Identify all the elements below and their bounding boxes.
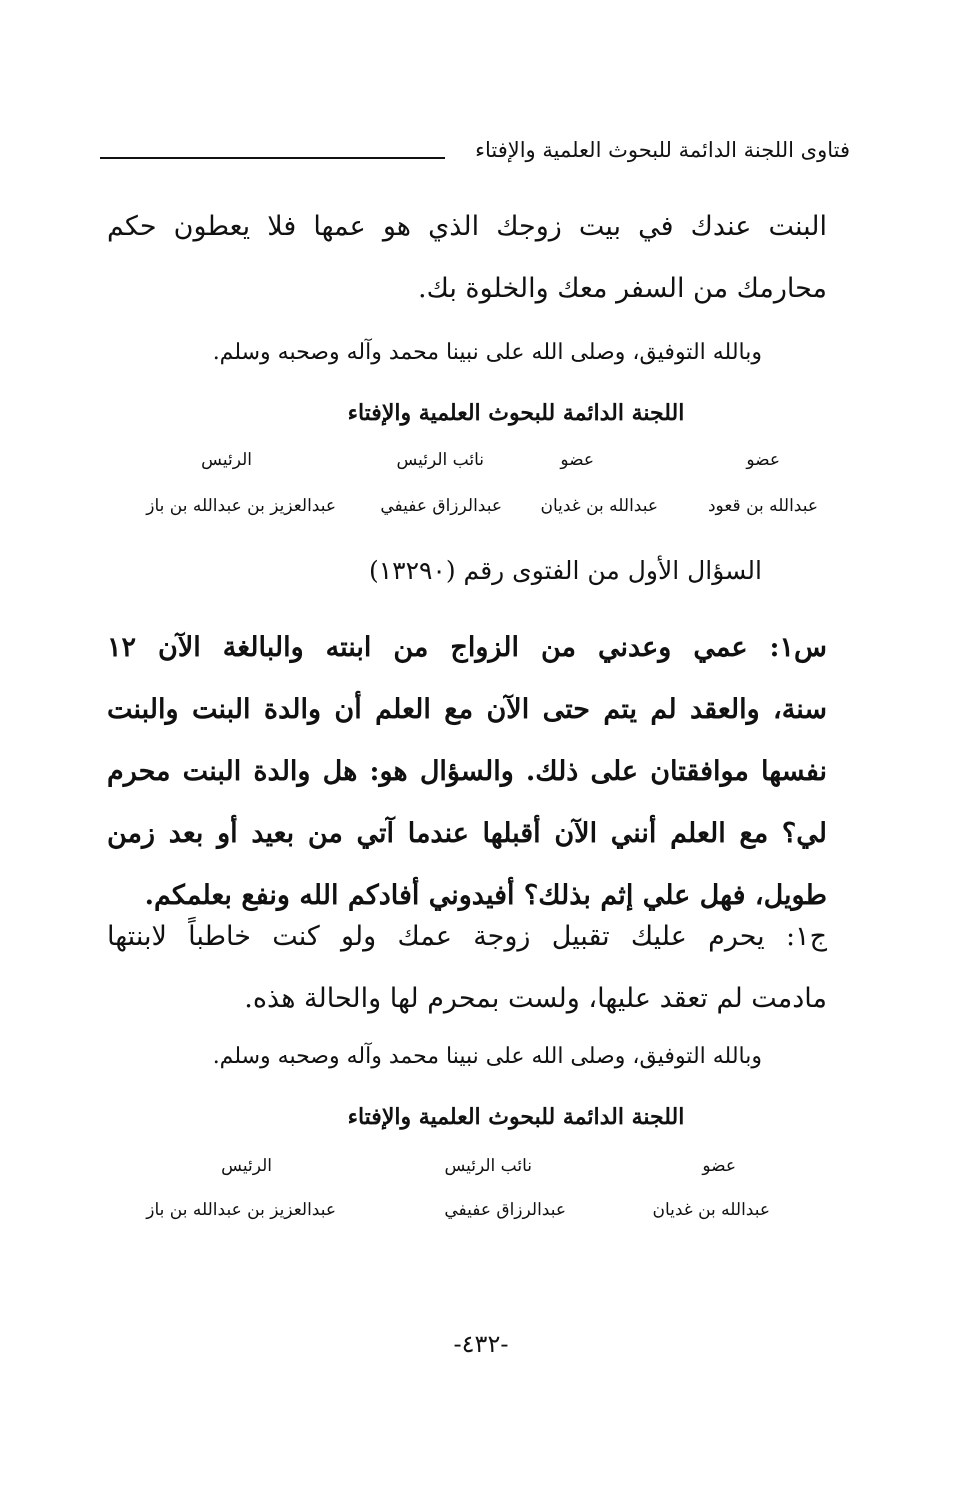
- signature-name: عبدالعزيز بن عبدالله بن باز: [146, 1200, 336, 1220]
- signature-role: نائب الرئيس: [396, 450, 484, 470]
- closing-formula: وبالله التوفيق، وصلى الله على نبينا محمد وآله وصحبه وسلم.: [212, 340, 762, 365]
- signature-role: الرئيس: [201, 450, 252, 470]
- signature-role: عضو: [746, 450, 780, 470]
- signature-role: نائب الرئيس: [444, 1156, 532, 1176]
- paragraph-line: طويل، فهل علي إثم بذلك؟ أفيدوني أفادكم الله ونفع بعلمكم.: [144, 880, 827, 911]
- header-rule: [100, 157, 445, 159]
- signature-name: عبدالعزيز بن عبدالله بن باز: [146, 496, 336, 516]
- paragraph-line: س١: عمي وعدني من الزواج من ابنته والبالغة الآن ١٢: [107, 632, 827, 663]
- paragraph-line: البنت عندك في بيت زوجك الذي هو عمها فلا يعطون حكم: [107, 211, 827, 242]
- signature-name: عبدالله بن غديان: [652, 1200, 770, 1220]
- signature-name: عبدالله بن قعود: [707, 496, 818, 516]
- paragraph-line: سنة، والعقد لم يتم حتى الآن مع العلم أن والدة البنت والبنت: [107, 694, 827, 725]
- committee-name: اللجنة الدائمة للبحوث العلمية والإفتاء: [347, 1104, 685, 1130]
- signature-role: عضو: [560, 450, 594, 470]
- page-number: -٤٣٢-: [453, 1330, 509, 1358]
- paragraph-line: مادمت لم تعقد عليها، ولست بمحرم لها والحالة هذه.: [244, 983, 827, 1014]
- signature-name: عبدالله بن غديان: [540, 496, 658, 516]
- signature-name: عبدالرزاق عفيفي: [444, 1200, 566, 1220]
- paragraph-line: لي؟ مع العلم أنني الآن أقبلها عندما آتي من بعيد أو بعد زمن: [107, 818, 827, 849]
- answer-paragraph: [107, 906, 827, 1030]
- closing-formula: وبالله التوفيق، وصلى الله على نبينا محمد وآله وصحبه وسلم.: [212, 1044, 762, 1069]
- question-title: السؤال الأول من الفتوى رقم (١٣٢٩٠): [368, 556, 762, 585]
- header-title: فتاوى اللجنة الدائمة للبحوث العلمية والإفتاء: [475, 138, 850, 162]
- running-header: [100, 138, 850, 178]
- signature-role: الرئيس: [221, 1156, 272, 1176]
- paragraph-line: ج١: يحرم عليك تقبيل زوجة عمك ولو كنت خاطباً لابنتها: [107, 921, 827, 952]
- signature-role: عضو: [702, 1156, 736, 1176]
- signature-name: عبدالرزاق عفيفي: [380, 496, 502, 516]
- paragraph-line: نفسها موافقتان على ذلك. والسؤال هو: هل والدة البنت محرم: [107, 756, 827, 787]
- paragraph-line: محارمك من السفر معك والخلوة بك.: [418, 273, 827, 304]
- continuation-paragraph: [107, 196, 827, 320]
- committee-name: اللجنة الدائمة للبحوث العلمية والإفتاء: [347, 400, 685, 426]
- question-paragraph: [107, 617, 827, 927]
